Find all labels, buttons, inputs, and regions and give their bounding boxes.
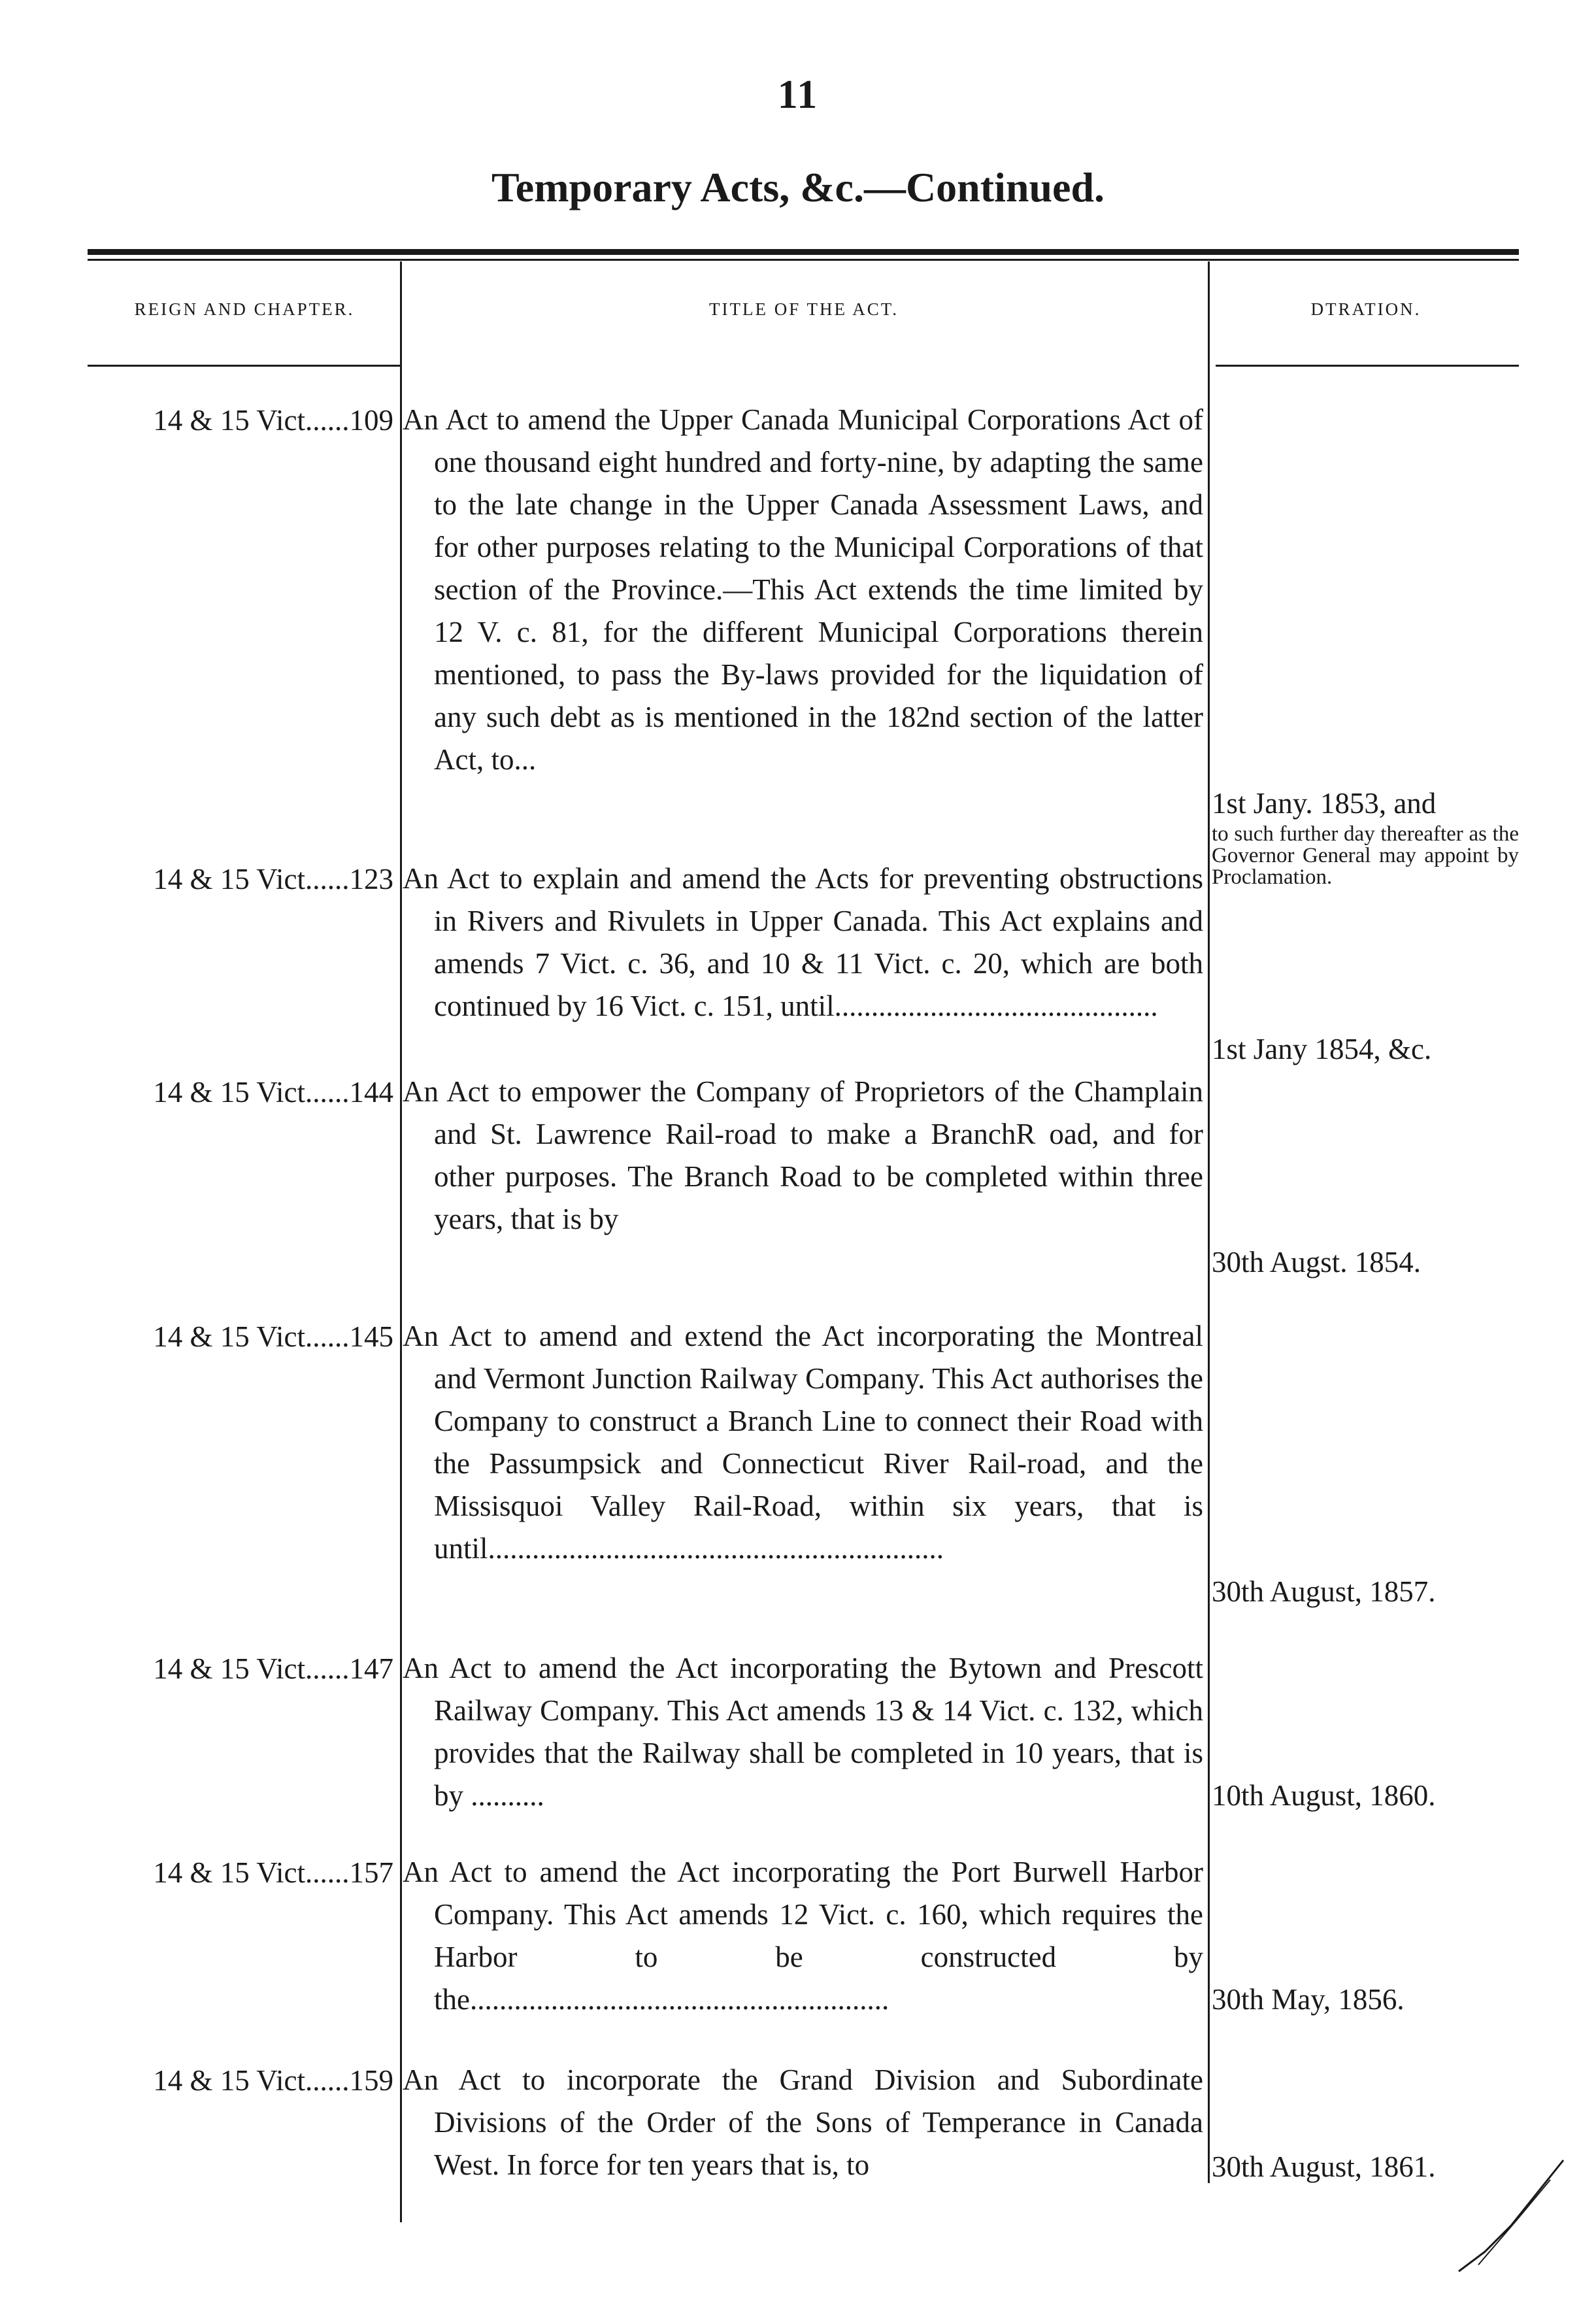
entry-act-title: An Act to amend the Upper Canada Municipal Corporations Act of one thousand eight hundred and forty-nine, by adapting the same to the late change in the Upper Canada Assessment Laws, and for other purposes relating to the Municipal Corporations of that section of the Province.—This Act extends the time limited by 12 V. c. 81, for the different Municipal Corporations therein mentioned, to pass the By-laws provided for the liquidation of any such debt as is mentioned in the 182nd section of the latter Act, to... xyxy=(403,403,1203,776)
entry-reign-chapter: 14 & 15 Vict......109 xyxy=(153,404,393,437)
column-header-duration: DTRATION. xyxy=(1310,299,1421,319)
entry-duration: 30th August, 1857. xyxy=(1212,1575,1436,1608)
page-number: 11 xyxy=(777,73,819,117)
entry-reign-chapter: 14 & 15 Vict......147 xyxy=(153,1652,393,1685)
entry-act-title: An Act to amend the Act incorporating the Bytown and Prescott Railway Company. This Act amends 13 & 14 Vict. c. 132, which provides that the Railway shall be completed in 10 years, that is by .......... xyxy=(403,1652,1203,1812)
entry-duration: 30th August, 1861. xyxy=(1212,2150,1436,2183)
entry-duration: 1st Jany 1854, &c. xyxy=(1212,1033,1432,1065)
entry-duration: 30th May, 1856. xyxy=(1212,1983,1405,2016)
column-header-title: TITLE OF THE ACT. xyxy=(709,299,899,319)
header-rule-duration xyxy=(1216,365,1519,367)
entry-reign-chapter: 14 & 15 Vict......144 xyxy=(153,1076,393,1109)
handwritten-mark xyxy=(1439,2154,1570,2278)
entry-duration-note: to such further day thereafter as the Governor General may appoint by Proclamation. xyxy=(1212,822,1519,889)
entry-act-title: An Act to empower the Company of Proprietors of the Champlain and St. Lawrence Rail-road to make a BranchR oad, and for other purposes. The Branch Road to be completed within three years, that is by xyxy=(403,1075,1203,1235)
header-rule-reign xyxy=(88,365,400,367)
entry-act-title: An Act to explain and amend the Acts for preventing obstructions in Rivers and Rivulets in Upper Canada. This Act explains and amends 7 Vict. c. 36, and 10 & 11 Vict. c. 20, which are both continued by 16 Vict. c. 151, until............................................ xyxy=(403,862,1203,1022)
entry-duration: 10th August, 1860. xyxy=(1212,1779,1436,1812)
entry-act-title: An Act to incorporate the Grand Division and Subordinate Divisions of the Order of the Sons of Temperance in Canada West. In force for ten years that is, to xyxy=(403,2063,1203,2181)
entry-reign-chapter: 14 & 15 Vict......145 xyxy=(153,1320,393,1353)
column-header-reign: REIGN AND CHAPTER. xyxy=(134,299,355,319)
entry-reign-chapter: 14 & 15 Vict......123 xyxy=(153,863,393,895)
entry-reign-chapter: 14 & 15 Vict......157 xyxy=(153,1856,393,1889)
entry-act-title: An Act to amend and extend the Act incorporating the Montreal and Vermont Junction Railway Company. This Act authorises the Company to construct a Branch Line to connect their Road with the Passumpsick and Connecticut River Rail-road, and the Missisquoi Valley Rail-Road, within six years, that is until.............................................................. xyxy=(403,1320,1203,1565)
column-divider-left xyxy=(400,261,402,2222)
entry-reign-chapter: 14 & 15 Vict......159 xyxy=(153,2064,393,2097)
top-rule-thin xyxy=(88,259,1519,261)
top-rule-thick xyxy=(88,249,1519,255)
page-title: Temporary Acts, &c.—Continued. xyxy=(491,164,1105,210)
entry-act-title: An Act to amend the Act incorporating the Port Burwell Harbor Company. This Act amends 12 Vict. c. 160, which requires the Harbor to be constructed by the......................................................... xyxy=(403,1856,1203,2016)
column-divider-right xyxy=(1208,261,1210,2183)
entry-duration: 1st Jany. 1853, and xyxy=(1212,787,1437,820)
entry-duration: 30th Augst. 1854. xyxy=(1212,1246,1421,1278)
